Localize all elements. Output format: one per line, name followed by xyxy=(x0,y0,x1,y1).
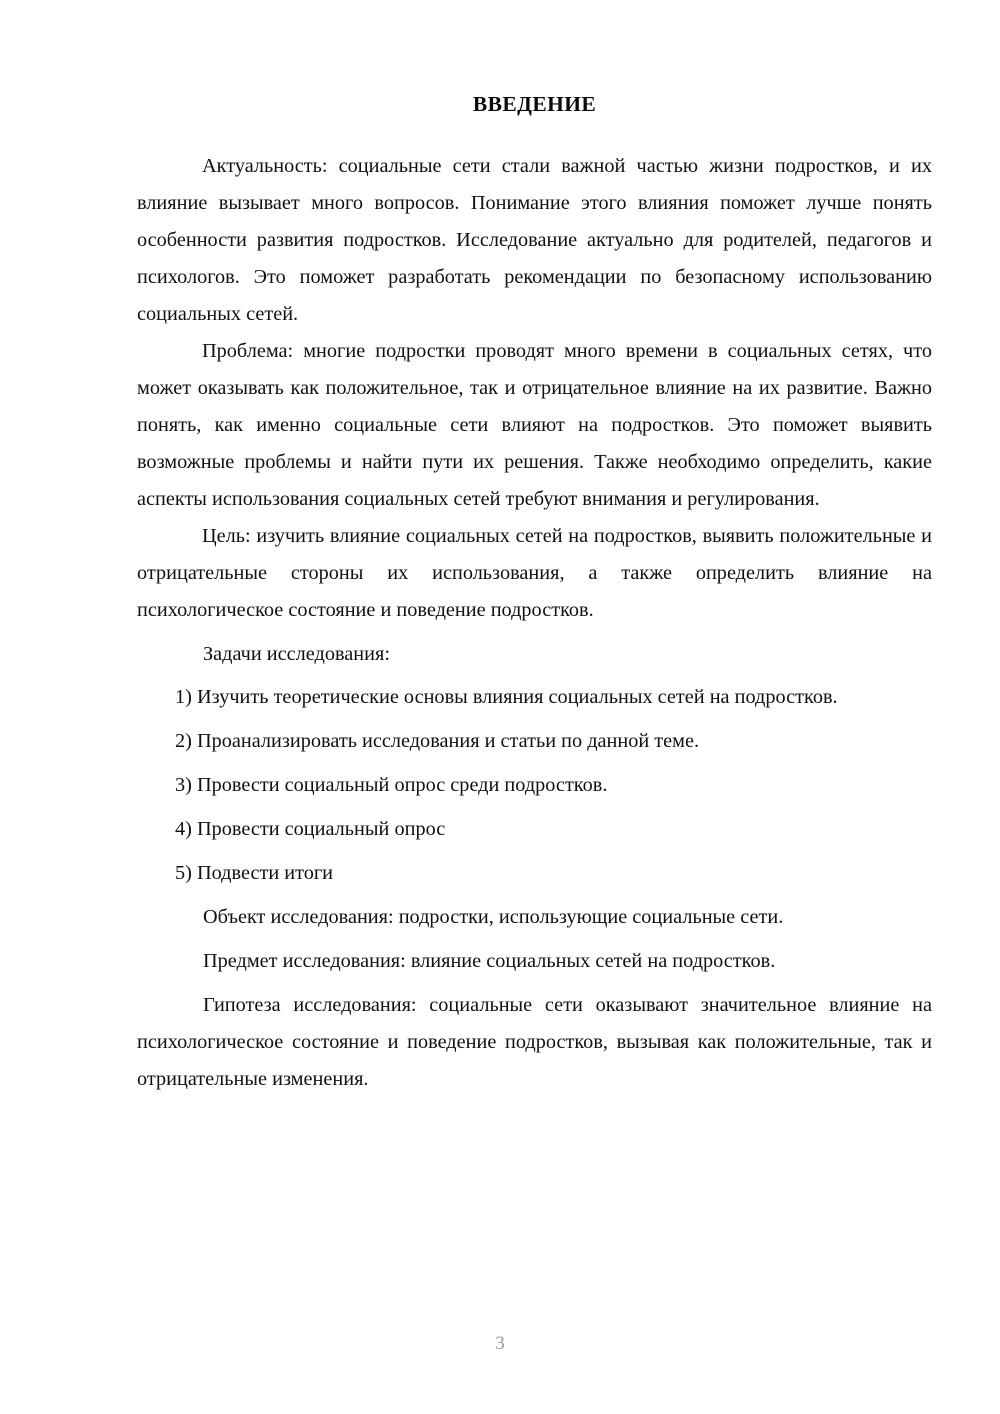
paragraph-object: Объект исследования: подростки, использующие социальные сети. xyxy=(203,905,784,928)
paragraph-relevance: Актуальность: социальные сети стали важной частью жизни подростков, и их влияние вызывает много вопросов. Понимание этого влияния поможет лучше понять особенности развития подростков. Исследование актуально для родителей, педагогов и психологов. Это поможет разработать рекомендации по безопасному использованию социальных сетей. xyxy=(137,154,932,325)
document-body xyxy=(137,92,932,1098)
paragraph-hypothesis: Гипотеза исследования: социальные сети оказывают значительное влияние на психологическое состояние и поведение подростков, вызывая как положительные, так и отрицательные изменения. xyxy=(137,993,932,1090)
list-item: 5) Подвести итоги xyxy=(175,861,334,884)
page-number: 3 xyxy=(495,1333,505,1354)
tasks-heading: Задачи исследования: xyxy=(203,642,390,665)
paragraph-subject: Предмет исследования: влияние социальных сетей на подростков. xyxy=(203,949,776,972)
list-item: 4) Провести социальный опрос xyxy=(175,817,446,840)
list-item: 2) Проанализировать исследования и статьи по данной теме. xyxy=(175,729,700,752)
list-item: 1) Изучить теоретические основы влияния социальных сетей на подростков. xyxy=(175,685,838,708)
page-title: ВВЕДЕНИЕ xyxy=(472,92,597,116)
paragraph-problem: Проблема: многие подростки проводят много времени в социальных сетях, что может оказывать как положительное, так и отрицательное влияние на их развитие. Важно понять, как именно социальные сети влияют на подростков. Это поможет выявить возможные проблемы и найти пути их решения. Также необходимо определить, какие аспекты использования социальных сетей требуют внимания и регулирования. xyxy=(137,339,932,510)
list-item: 3) Провести социальный опрос среди подростков. xyxy=(175,773,608,796)
tasks-list xyxy=(137,679,932,892)
paragraph-goal: Цель: изучить влияние социальных сетей на подростков, выявить положительные и отрицательные стороны их использования, а также определить влияние на психологическое состояние и поведение подростков. xyxy=(137,524,932,621)
